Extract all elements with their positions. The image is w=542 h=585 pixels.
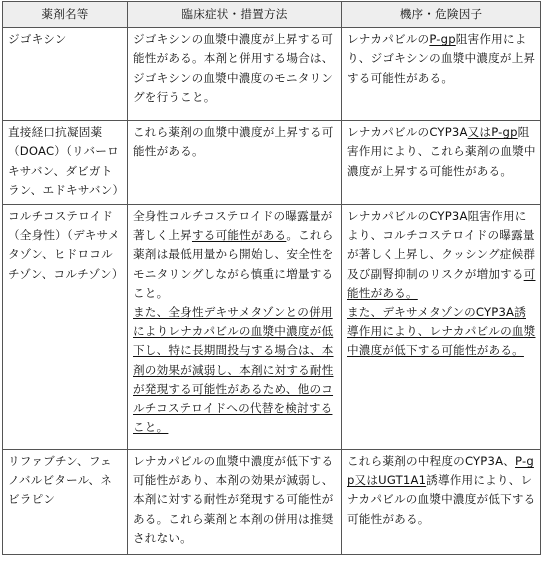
table-row — [3, 205, 541, 450]
mechanism-cell — [342, 450, 541, 555]
cell-paragraph — [347, 30, 536, 88]
underlined-text: また、デキサメタゾンのCYP3A誘導作用により、レナカパビルの血漿中濃度が低下する可能性がある。 — [347, 305, 536, 358]
header-clinical-symptoms: 臨床症状・措置方法 — [128, 2, 342, 28]
cell-paragraph — [133, 30, 337, 107]
clinical-cell — [128, 121, 342, 205]
underlined-text: 可能性がある。 — [347, 266, 536, 300]
clinical-cell — [128, 205, 342, 450]
clinical-cell — [128, 450, 342, 555]
header-mechanism: 機序・危険因子 — [342, 2, 541, 28]
cell-paragraph — [347, 123, 536, 181]
drug-interaction-table — [2, 1, 541, 555]
drug-cell: コルチコステロイド（全身性）（デキサメタゾン、ヒドロコルチゾン、コルチゾン） — [3, 205, 128, 450]
mechanism-cell — [342, 121, 541, 205]
cell-text: レナカパビルのCYP3A — [347, 125, 468, 140]
cell-paragraph — [347, 303, 536, 361]
table-row — [3, 450, 541, 555]
cell-text: 阻害作用により、ジゴキシンの血漿中濃度が上昇する可能性がある。 — [347, 32, 536, 85]
cell-text: レナカパビルの血漿中濃度が低下する可能性があり、本剤の効果が減弱し、本剤に対する耐性が発現する可能性がある。これら薬剤と本剤の併用は推奨されない。 — [133, 454, 334, 545]
drug-cell: リファブチン、フェノバルビタール、ネビラピン — [3, 450, 128, 555]
table-row — [3, 28, 541, 121]
underlined-text: する可能性がある — [191, 228, 287, 243]
cell-text: 阻害作用により、これら薬剤の血漿中濃度が上昇する可能性がある。 — [347, 125, 536, 178]
mechanism-cell — [342, 205, 541, 450]
cell-paragraph — [133, 303, 337, 437]
underlined-text: P-gp又はUGT1A1 — [347, 454, 534, 488]
cell-text: レナカパビルのCYP3A阻害作用により、コルチコステロイドの曝露量が著しく上昇し、クッシング症候群及び副腎抑制のリスクが増加する — [347, 209, 536, 281]
drug-cell: 直接経口抗凝固薬（DOAC）（リバーロキサバン、ダビガトラン、エドキサバン） — [3, 121, 128, 205]
cell-text: これら薬剤の中程度のCYP3A、 — [347, 454, 516, 469]
mechanism-cell — [342, 28, 541, 121]
cell-paragraph — [133, 207, 337, 303]
cell-text: ジゴキシンの血漿中濃度が上昇する可能性がある。本剤と併用する場合は、ジゴキシンの血漿中濃度のモニタリングを行うこと。 — [133, 32, 334, 104]
underlined-text: P-gp — [429, 32, 456, 47]
underlined-text: 又はP-gp — [467, 125, 518, 140]
cell-paragraph — [133, 123, 337, 161]
header-row — [3, 2, 541, 28]
clinical-cell — [128, 28, 342, 121]
header-drug-name: 薬剤名等 — [3, 2, 128, 28]
cell-text: 。これら薬剤は最低用量から開始し、安全性をモニタリングしながら慎重に増量すること。 — [133, 228, 334, 300]
drug-cell: ジゴキシン — [3, 28, 128, 121]
cell-text: 全身性コルチコステロイドの曝露量が著しく上昇 — [133, 209, 333, 243]
cell-text: 誘導作用により、レナカパビルの血漿中濃度が低下する可能性がある。 — [347, 473, 536, 526]
cell-paragraph — [347, 207, 536, 303]
cell-text: レナカパビルの — [347, 32, 430, 47]
table-row — [3, 121, 541, 205]
cell-text: これら薬剤の血漿中濃度が上昇する可能性がある。 — [133, 125, 334, 159]
cell-paragraph — [347, 452, 536, 529]
underlined-text: また、全身性デキサメタゾンとの併用によりレナカパビルの血漿中濃度が低下し、特に長期間投与する場合は、本剤の効果が減弱し、本剤に対する耐性が発現する可能性があるため、他のコルチコステロイドへの代替を検討すること。 — [133, 305, 334, 435]
cell-paragraph — [133, 452, 337, 548]
